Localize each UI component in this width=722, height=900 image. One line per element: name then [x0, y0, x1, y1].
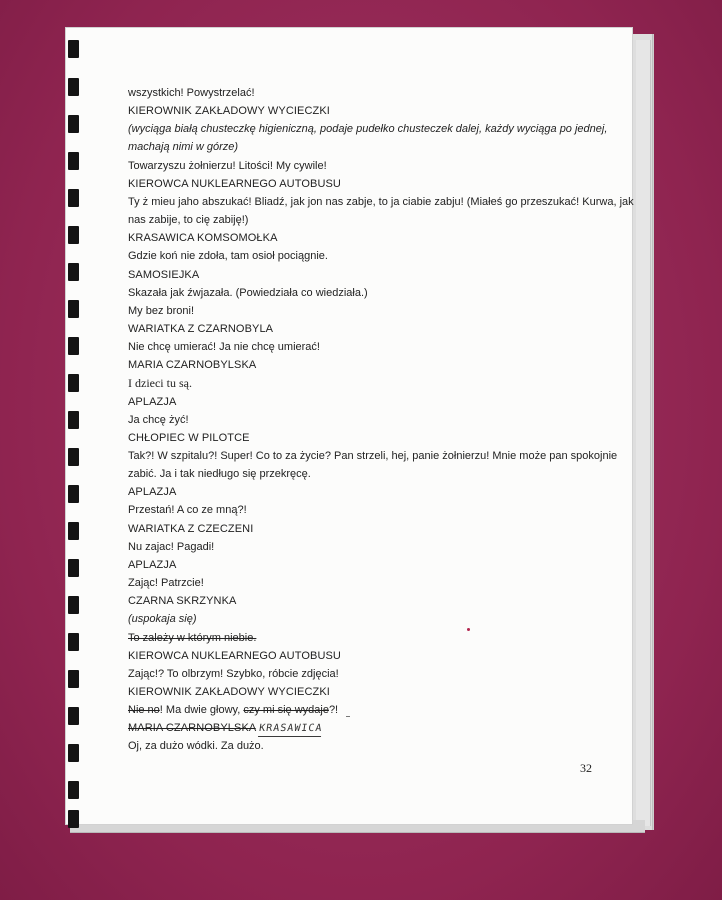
struck-text: Nie no — [128, 704, 160, 717]
binding-hole — [68, 670, 79, 688]
binding-hole — [68, 522, 79, 540]
edited-speaker-line — [128, 721, 322, 737]
speaker-name: WARIATKA Z CZARNOBYLA — [128, 322, 274, 335]
speaker-name: CHŁOPIEC W PILOTCE — [128, 431, 250, 444]
binding-hole — [68, 411, 79, 429]
speaker-name: KIEROWCA NUKLEARNEGO AUTOBUSU — [128, 649, 341, 662]
dialogue-line: Skazała jak źwjazała. (Powiedziała co wiedziała.) — [128, 286, 368, 299]
page-number: 32 — [580, 761, 592, 775]
speaker-name: APLAZJA — [128, 558, 177, 571]
edited-dialogue-line — [128, 703, 338, 717]
dialogue-line: wszystkich! Powystrzelać! — [128, 87, 255, 99]
dialogue-text: ?! — [328, 704, 339, 717]
stage-direction: (uspokaja się) — [128, 613, 197, 626]
ink-dot — [467, 628, 470, 631]
binding-hole — [68, 596, 79, 614]
dialogue-line: Przestań! A co ze mną?! — [128, 504, 247, 517]
binding-hole — [68, 189, 79, 207]
speaker-name: APLAZJA — [128, 395, 177, 408]
dialogue-line: I dzieci tu są. — [128, 376, 192, 391]
binding-hole — [68, 810, 79, 828]
speaker-name: SAMOSIEJKA — [128, 268, 200, 281]
speaker-name: KRASAWICA KOMSOMOŁKA — [128, 232, 278, 245]
dialogue-line: zabić. Ja i tak niedługo się przekręcę. — [128, 468, 311, 481]
binding-hole — [68, 263, 79, 281]
pencil-mark — [346, 716, 350, 717]
handwritten-correction: KRASAWICA — [258, 722, 323, 737]
dialogue-line: Nie chcę umierać! Ja nie chcę umierać! — [128, 341, 320, 354]
dialogue-line: Zając!? To olbrzym! Szybko, róbcie zdjęcia! — [128, 667, 339, 680]
binding-hole — [68, 152, 79, 170]
binding-hole — [68, 485, 79, 503]
comb-binding — [68, 40, 82, 830]
binding-hole — [68, 448, 79, 466]
page-stack-edge-inner — [636, 40, 651, 826]
binding-hole — [68, 337, 79, 355]
dialogue-line: Nu zajac! Pagadi! — [128, 540, 215, 553]
dialogue-line: Ja chcę żyć! — [128, 413, 189, 426]
speaker-name: WARIATKA Z CZECZENI — [128, 522, 254, 535]
stage-direction: machają nimi w górze) — [128, 141, 239, 154]
dialogue-line: Oj, za dużo wódki. Za dużo. — [128, 740, 264, 753]
binding-hole — [68, 781, 79, 799]
speaker-name: CZARNA SKRZYNKA — [128, 595, 237, 608]
dialogue-line: Towarzyszu żołnierzu! Litości! My cywile! — [128, 159, 327, 172]
binding-hole — [68, 374, 79, 392]
dialogue-line: Ty ż mieu jaho abszukać! Bliadź, jak jon nas zabje, to ja ciabie zabju! (Miałeś go przeszukać! Kurwa, jak — [128, 195, 634, 208]
speaker-name: KIEROWNIK ZAKŁADOWY WYCIECZKI — [128, 105, 330, 118]
binding-hole — [68, 115, 79, 133]
speaker-name: MARIA CZARNOBYLSKA — [128, 359, 257, 372]
binding-hole — [68, 300, 79, 318]
binding-hole — [68, 633, 79, 651]
dialogue-line: My bez broni! — [128, 304, 195, 317]
binding-hole — [68, 707, 79, 725]
binding-hole — [68, 40, 79, 58]
dialogue-line: Zając! Patrzcie! — [128, 577, 204, 590]
struck-dialogue-line: To zależy w którym niebie. — [128, 631, 257, 644]
binding-hole — [68, 78, 79, 96]
dialogue-line: Tak?! W szpitalu?! Super! Co to za życie? Pan strzeli, hej, panie żołnierzu! Mnie może pan spokojnie — [128, 450, 618, 462]
binding-hole — [68, 744, 79, 762]
struck-speaker-name: MARIA CZARNOBYLSKA — [128, 722, 256, 735]
speaker-name: KIEROWNIK ZAKŁADOWY WYCIECZKI — [128, 685, 330, 698]
stage-direction: (wyciąga białą chusteczkę higieniczną, podaje pudełko chusteczek dalej, każdy wyciąga po jednej, — [128, 123, 608, 136]
dialogue-line: nas zabije, to cię zabiję!) — [128, 214, 249, 227]
speaker-name: KIEROWCA NUKLEARNEGO AUTOBUSU — [128, 177, 341, 190]
dialogue-text: ! Ma dwie głowy, — [159, 704, 244, 717]
binding-hole — [68, 559, 79, 577]
speaker-name: APLAZJA — [128, 486, 177, 499]
struck-text: czy mi się wydaje — [243, 704, 329, 717]
dialogue-line: Gdzie koń nie zdoła, tam osioł pociągnie. — [128, 250, 328, 263]
binding-hole — [68, 226, 79, 244]
